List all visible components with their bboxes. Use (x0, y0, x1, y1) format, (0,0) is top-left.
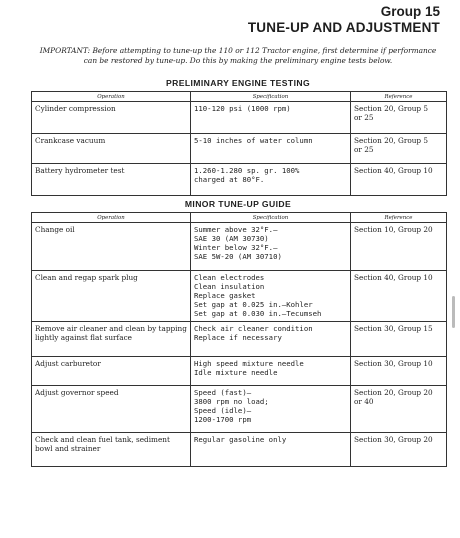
column-header-reference: Reference (351, 92, 447, 102)
reference-cell (351, 322, 447, 357)
specification-line: Replace gasket (194, 291, 256, 300)
reference-line: Section 30, Group 15 (354, 324, 433, 333)
preliminary-testing-table (31, 91, 447, 196)
minor-section-title: MINOR TUNE-UP GUIDE (184, 199, 292, 209)
specification-line: 3800 rpm no load; (194, 397, 269, 406)
reference-line: Section 10, Group 20 (354, 225, 433, 234)
specification-cell (191, 271, 351, 322)
table-row (32, 271, 447, 322)
specification-cell (191, 322, 351, 357)
specification-line: Summer above 32°F.— (194, 225, 278, 234)
column-header-specification: Specification (191, 213, 351, 223)
specification-line: Clean insulation (194, 282, 265, 291)
reference-cell (351, 357, 447, 386)
specification-line: Idle mixture needle (194, 368, 278, 377)
minor-tuneup-table (31, 212, 447, 467)
table-header-row (32, 213, 447, 223)
reference-line: Section 20, Group 5 (354, 104, 429, 113)
table-row (32, 134, 447, 164)
scan-edge-mark (452, 296, 455, 328)
specification-cell (191, 386, 351, 433)
column-header-specification: Specification (191, 92, 351, 102)
specification-line: charged at 80°F. (194, 175, 265, 184)
table-header-row (32, 92, 447, 102)
operation-cell: Check and clean fuel tank, sediment bowl and strainer (32, 433, 191, 467)
specification-line: 1.260-1.280 sp. gr. 100% (194, 166, 300, 175)
operation-cell: Change oil (32, 223, 191, 271)
table-row (32, 357, 447, 386)
specification-line: Set gap at 0.025 in.—Kohler (194, 300, 313, 309)
reference-cell (351, 271, 447, 322)
specification-line: Speed (idle)— (194, 406, 252, 415)
reference-cell (351, 164, 447, 196)
operation-cell: Adjust carburetor (32, 357, 191, 386)
specification-line: 110-120 psi (1000 rpm) (194, 104, 291, 113)
column-header-operation: Operation (32, 213, 191, 223)
reference-cell (351, 102, 447, 134)
specification-cell (191, 433, 351, 467)
specification-cell (191, 223, 351, 271)
reference-cell (351, 223, 447, 271)
specification-line: Set gap at 0.030 in.—Tecumseh (194, 309, 322, 318)
operation-cell: Battery hydrometer test (32, 164, 191, 196)
table-row (32, 223, 447, 271)
reference-cell (351, 433, 447, 467)
specification-line: Check air cleaner condition (194, 324, 313, 333)
table-row (32, 433, 447, 467)
table-row (32, 102, 447, 134)
specification-cell (191, 164, 351, 196)
important-note: IMPORTANT: Before attempting to tune-up the 110 or 112 Tractor engine, first determine if performance can be restored by tune-up. Do this by making the preliminary engine tests below. (39, 46, 437, 65)
table-row (32, 164, 447, 196)
reference-cell (351, 386, 447, 433)
reference-line: Section 40, Group 10 (354, 273, 433, 282)
specification-line: 5-10 inches of water column (194, 136, 313, 145)
specification-cell (191, 134, 351, 164)
table-row (32, 322, 447, 357)
specification-cell (191, 102, 351, 134)
column-header-operation: Operation (32, 92, 191, 102)
reference-line: Section 40, Group 10 (354, 166, 433, 175)
reference-line: or 25 (354, 113, 374, 122)
specification-line: 1200-1700 rpm (194, 415, 252, 424)
specification-line: High speed mixture needle (194, 359, 304, 368)
reference-cell (351, 134, 447, 164)
reference-line: Section 20, Group 5 (354, 136, 429, 145)
specification-line: Clean electrodes (194, 273, 265, 282)
specification-line: SAE 5W-20 (AM 30710) (194, 252, 282, 261)
operation-cell: Remove air cleaner and clean by tapping lightly against flat surface (32, 322, 191, 357)
page-title: TUNE-UP AND ADJUSTMENT (247, 20, 440, 35)
specification-cell (191, 357, 351, 386)
operation-cell: Clean and regap spark plug (32, 271, 191, 322)
reference-line: or 25 (354, 145, 374, 154)
reference-line: Section 20, Group 20 (354, 388, 433, 397)
minor-rows (32, 223, 447, 467)
operation-cell: Cylinder compression (32, 102, 191, 134)
specification-line: SAE 30 (AM 30730) (194, 234, 269, 243)
specification-line: Replace if necessary (194, 333, 282, 342)
reference-line: Section 30, Group 20 (354, 435, 433, 444)
specification-line: Speed (fast)— (194, 388, 252, 397)
preliminary-rows (32, 102, 447, 196)
specification-line: Winter below 32°F.— (194, 243, 278, 252)
column-header-reference: Reference (351, 213, 447, 223)
reference-line: or 40 (354, 397, 374, 406)
table-row (32, 386, 447, 433)
operation-cell: Adjust governor speed (32, 386, 191, 433)
preliminary-section-title: PRELIMINARY ENGINE TESTING (165, 78, 311, 88)
reference-line: Section 30, Group 10 (354, 359, 433, 368)
group-number: Group 15 (380, 4, 440, 19)
specification-line: Regular gasoline only (194, 435, 287, 444)
operation-cell: Crankcase vacuum (32, 134, 191, 164)
